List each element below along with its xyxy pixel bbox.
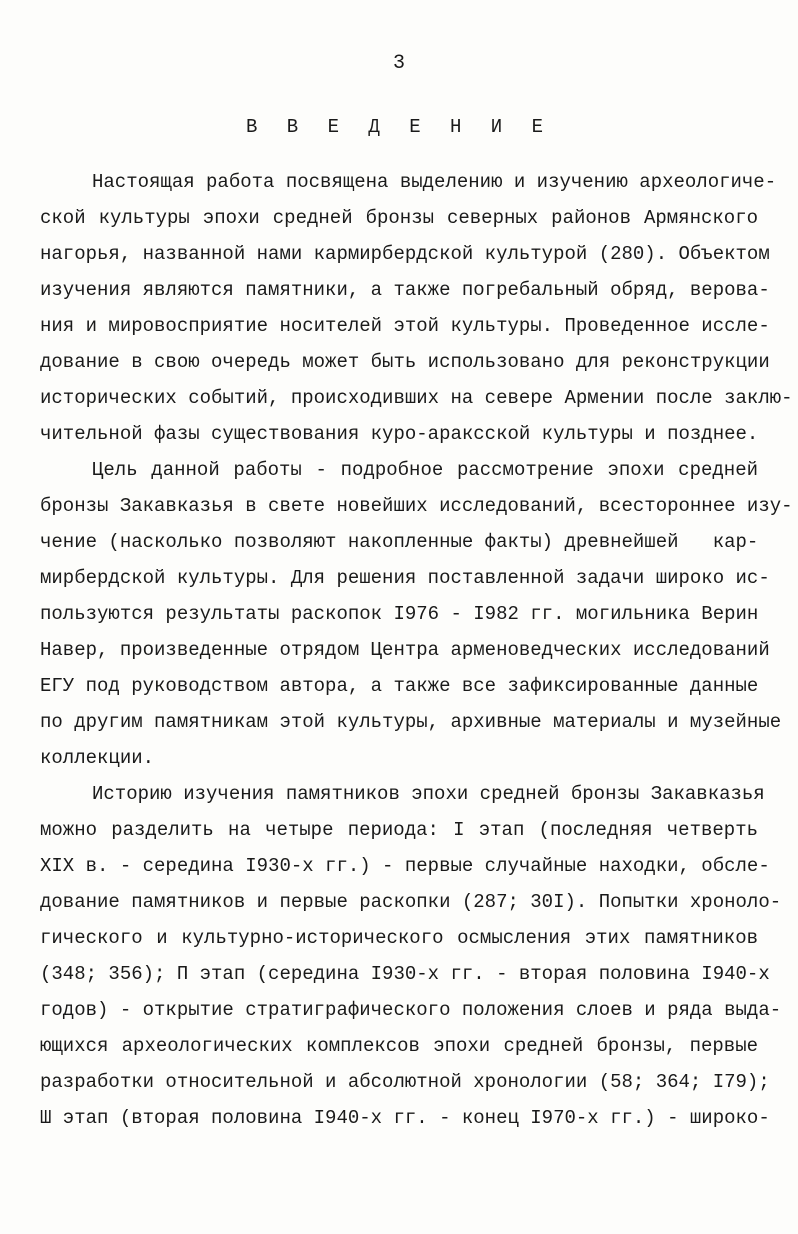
text-line: (348; 356); П этап (середина I930-х гг. - вторая половина I940-х: [40, 963, 770, 985]
text-line: ской культуры эпохи средней бронзы северных районов Армянского: [40, 207, 758, 229]
text-line: Навер, произведенные отрядом Центра арменоведческих исследований: [40, 639, 770, 661]
text-line: гического и культурно-исторического осмысления этих памятников: [40, 927, 758, 949]
text-line: бронзы Закавказья в свете новейших исследований, всестороннее изу-: [40, 495, 793, 517]
text-line: коллекции.: [40, 747, 155, 769]
text-line: по другим памятникам этой культуры, архивные материалы и музейные: [40, 711, 782, 733]
text-line: годов) - открытие стратиграфического положения слоев и ряда выда-: [40, 999, 782, 1021]
text-line: дование памятников и первые раскопки (287; 30I). Попытки хроноло-: [40, 891, 782, 913]
text-line: изучения являются памятники, а также погребальный обряд, верова-: [40, 279, 770, 301]
text-line: ЕГУ под руководством автора, а также все зафиксированные данные: [40, 675, 759, 697]
section-heading: В В Е Д Е Н И Е: [245, 116, 553, 138]
text-line: Цель данной работы - подробное рассмотрение эпохи средней: [92, 459, 758, 481]
text-line: ния и мировосприятие носителей этой культуры. Проведенное иссле-: [40, 315, 770, 337]
text-line: ющихся археологических комплексов эпохи средней бронзы, первые: [40, 1035, 758, 1057]
text-line: Настоящая работа посвящена выделению и изучению археологиче-: [92, 171, 777, 193]
text-line: чение (насколько позволяют накопленные факты) древнейшей кар-: [40, 531, 759, 553]
text-line: дование в свою очередь может быть использовано для реконструкции: [40, 351, 770, 373]
text-line: мирбердской культуры. Для решения поставленной задачи широко ис-: [40, 567, 770, 589]
text-line: можно разделить на четыре периода: I этап (последняя четверть: [40, 819, 758, 841]
page-number: 3: [392, 52, 405, 75]
text-line: чительной фазы существования куро-араксской культуры и позднее.: [40, 423, 759, 445]
text-line: XIX в. - середина I930-х гг.) - первые случайные находки, обсле-: [40, 855, 770, 877]
text-line: нагорья, названной нами кармирбердской культурой (280). Объектом: [40, 243, 770, 265]
text-line: пользуются результаты раскопок I976 - I982 гг. могильника Верин: [40, 603, 759, 625]
text-line: исторических событий, происходивших на севере Армении после заклю-: [40, 387, 793, 409]
text-line: Историю изучения памятников эпохи средней бронзы Закавказья: [92, 783, 765, 805]
text-line: разработки относительной и абсолютной хронологии (58; 364; I79);: [40, 1071, 770, 1093]
text-line: Ш этап (вторая половина I940-х гг. - конец I970-х гг.) - широко-: [40, 1107, 770, 1129]
